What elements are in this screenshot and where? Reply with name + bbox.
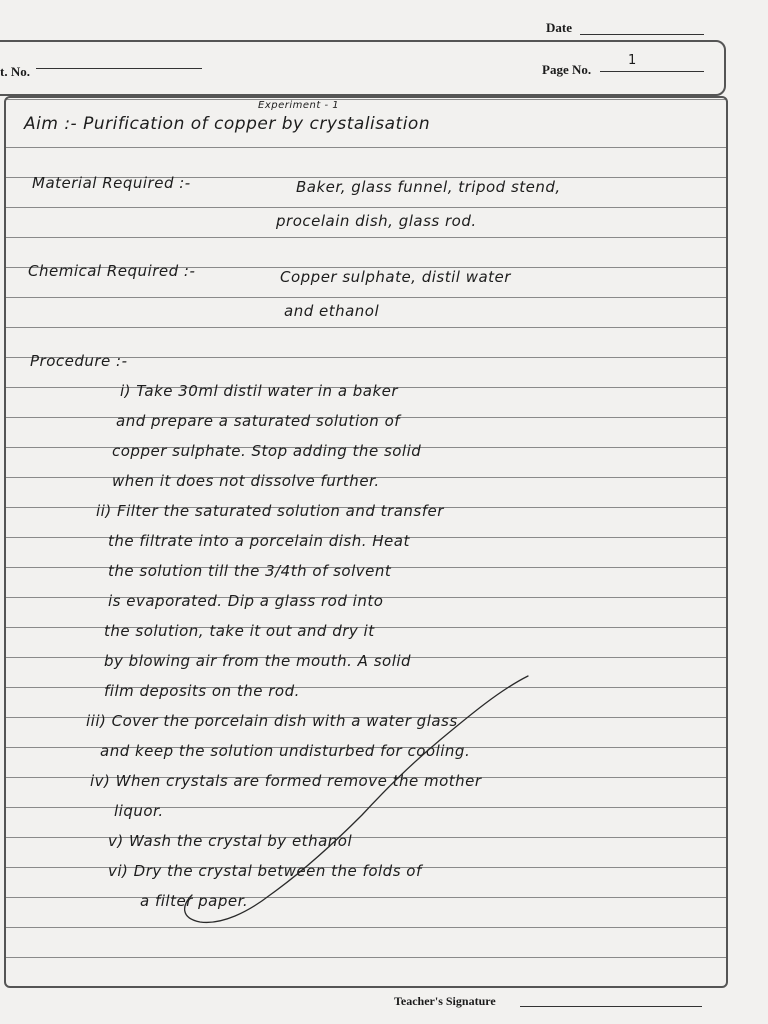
procedure-line: the solution, take it out and dry it	[104, 622, 375, 640]
chemical-line-1: Copper sulphate, distil water	[280, 268, 511, 286]
procedure-line: and prepare a saturated solution of	[116, 412, 401, 430]
page-no-label: Page No.	[542, 62, 592, 77]
procedure-line: ii) Filter the saturated solution and transfer	[96, 502, 444, 520]
procedure-line: a filter paper.	[140, 892, 249, 910]
date-line	[580, 34, 704, 35]
chemical-line-2: and ethanol	[284, 302, 380, 320]
expt-no-label: t. No.	[0, 64, 30, 79]
procedure-line: liquor.	[114, 802, 164, 820]
procedure-line: is evaporated. Dip a glass rod into	[108, 592, 384, 610]
procedure-line: v) Wash the crystal by ethanol	[108, 832, 353, 850]
ruled-page	[4, 96, 728, 988]
procedure-line: film deposits on the rod.	[104, 682, 300, 700]
aim-line: Aim :- Purification of copper by crystalisation	[24, 114, 431, 134]
procedure-line: i) Take 30ml distil water in a baker	[120, 382, 399, 400]
chemical-label: Chemical Required :-	[28, 262, 196, 280]
procedure-line: the filtrate into a porcelain dish. Heat	[108, 532, 410, 550]
page-no-value: 1	[628, 53, 637, 68]
procedure-line: and keep the solution undisturbed for cooling.	[100, 742, 471, 760]
experiment-title: Experiment - 1	[258, 100, 340, 111]
material-label: Material Required :-	[32, 174, 191, 192]
expt-no-line	[36, 68, 202, 69]
procedure-line: copper sulphate. Stop adding the solid	[112, 442, 422, 460]
procedure-label: Procedure :-	[30, 352, 128, 370]
date-label: Date	[546, 20, 572, 35]
material-line-1: Baker, glass funnel, tripod stend,	[296, 178, 561, 196]
teacher-signature-label: Teacher's Signature	[394, 994, 496, 1008]
procedure-line: the solution till the 3/4th of solvent	[108, 562, 392, 580]
procedure-line: when it does not dissolve further.	[112, 472, 380, 490]
procedure-line: by blowing air from the mouth. A solid	[104, 652, 412, 670]
material-line-2: procelain dish, glass rod.	[276, 212, 477, 230]
teacher-signature-line	[520, 1006, 702, 1007]
procedure-line: iii) Cover the porcelain dish with a water glass	[86, 712, 458, 730]
procedure-line: iv) When crystals are formed remove the mother	[90, 772, 482, 790]
page-no-line	[600, 71, 704, 72]
procedure-line: vi) Dry the crystal between the folds of	[108, 862, 422, 880]
